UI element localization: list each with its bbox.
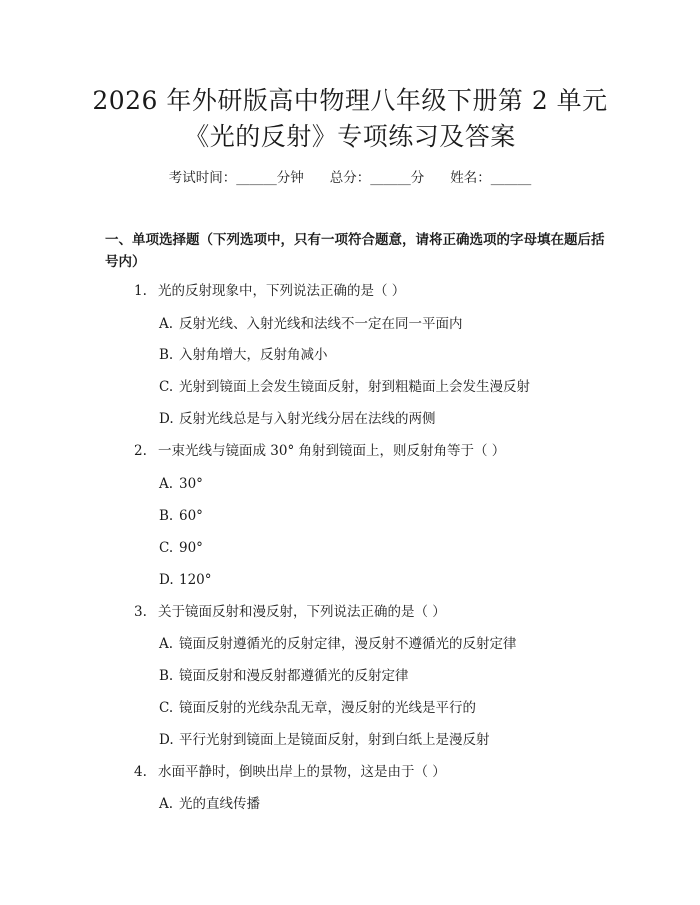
option-text: 120° bbox=[179, 572, 212, 588]
question-stem: 光的反射现象中，下列说法正确的是（ ） bbox=[158, 283, 406, 299]
option-letter: B. bbox=[159, 347, 174, 363]
exam-time-label: 考试时间：______分钟 bbox=[168, 170, 304, 186]
question-1-option-d bbox=[159, 409, 436, 429]
question-3-option-b bbox=[159, 666, 409, 686]
question-1-option-b bbox=[159, 345, 328, 365]
question-number: 1. bbox=[134, 283, 147, 299]
question-stem: 关于镜面反射和漫反射，下列说法正确的是（ ） bbox=[158, 604, 446, 620]
question-1-option-c bbox=[159, 377, 530, 397]
question-3-option-c bbox=[159, 698, 476, 718]
question-number: 4. bbox=[134, 764, 147, 780]
question-number: 3. bbox=[134, 604, 147, 620]
option-letter: C. bbox=[159, 540, 174, 556]
option-text: 30° bbox=[179, 476, 203, 492]
question-1 bbox=[134, 281, 405, 301]
option-letter: D. bbox=[159, 411, 174, 427]
question-2-option-c bbox=[159, 538, 203, 558]
exam-info bbox=[0, 168, 700, 188]
question-number: 2. bbox=[134, 443, 147, 459]
question-2-option-b bbox=[159, 506, 203, 526]
question-2-option-a bbox=[159, 474, 203, 494]
option-text: 光的直线传播 bbox=[179, 796, 260, 812]
student-name-label: 姓名：______ bbox=[450, 170, 532, 186]
option-letter: A. bbox=[159, 476, 174, 492]
question-4 bbox=[134, 762, 446, 782]
question-1-option-a bbox=[159, 314, 463, 334]
option-letter: A. bbox=[159, 316, 174, 332]
option-text: 60° bbox=[179, 508, 203, 524]
option-letter: C. bbox=[159, 700, 174, 716]
question-stem: 一束光线与镜面成 30° 角射到镜面上，则反射角等于（ ） bbox=[158, 443, 506, 459]
option-text: 镜面反射和漫反射都遵循光的反射定律 bbox=[179, 668, 409, 684]
question-3-option-d bbox=[159, 730, 490, 750]
option-letter: A. bbox=[159, 636, 174, 652]
option-text: 镜面反射的光线杂乱无章，漫反射的光线是平行的 bbox=[179, 700, 476, 716]
option-letter: B. bbox=[159, 508, 174, 524]
option-text: 平行光射到镜面上是镜面反射，射到白纸上是漫反射 bbox=[179, 732, 490, 748]
option-text: 镜面反射遵循光的反射定律，漫反射不遵循光的反射定律 bbox=[179, 636, 517, 652]
question-2-option-d bbox=[159, 570, 212, 590]
option-letter: C. bbox=[159, 379, 174, 395]
option-text: 反射光线、入射光线和法线不一定在同一平面内 bbox=[179, 316, 463, 332]
option-text: 入射角增大，反射角减小 bbox=[179, 347, 328, 363]
section-heading: 一、单项选择题（下列选项中，只有一项符合题意，请将正确选项的字母填在题后括号内） bbox=[105, 232, 605, 270]
document-title-line-2: 《光的反射》专项练习及答案 bbox=[184, 122, 516, 151]
question-4-option-a bbox=[159, 794, 260, 814]
option-text: 光射到镜面上会发生镜面反射，射到粗糙面上会发生漫反射 bbox=[179, 379, 530, 395]
document-title-line-1: 2026 年外研版高中物理八年级下册第 2 单元 bbox=[92, 86, 608, 115]
question-2 bbox=[134, 441, 505, 461]
question-stem: 水面平静时，倒映出岸上的景物，这是由于（ ） bbox=[158, 764, 446, 780]
option-letter: B. bbox=[159, 668, 174, 684]
total-score-label: 总分：______分 bbox=[329, 170, 425, 186]
option-letter: D. bbox=[159, 572, 174, 588]
question-3 bbox=[134, 602, 446, 622]
option-text: 反射光线总是与入射光线分居在法线的两侧 bbox=[179, 411, 436, 427]
option-letter: A. bbox=[159, 796, 174, 812]
option-text: 90° bbox=[179, 540, 203, 556]
question-3-option-a bbox=[159, 634, 517, 654]
option-letter: D. bbox=[159, 732, 174, 748]
